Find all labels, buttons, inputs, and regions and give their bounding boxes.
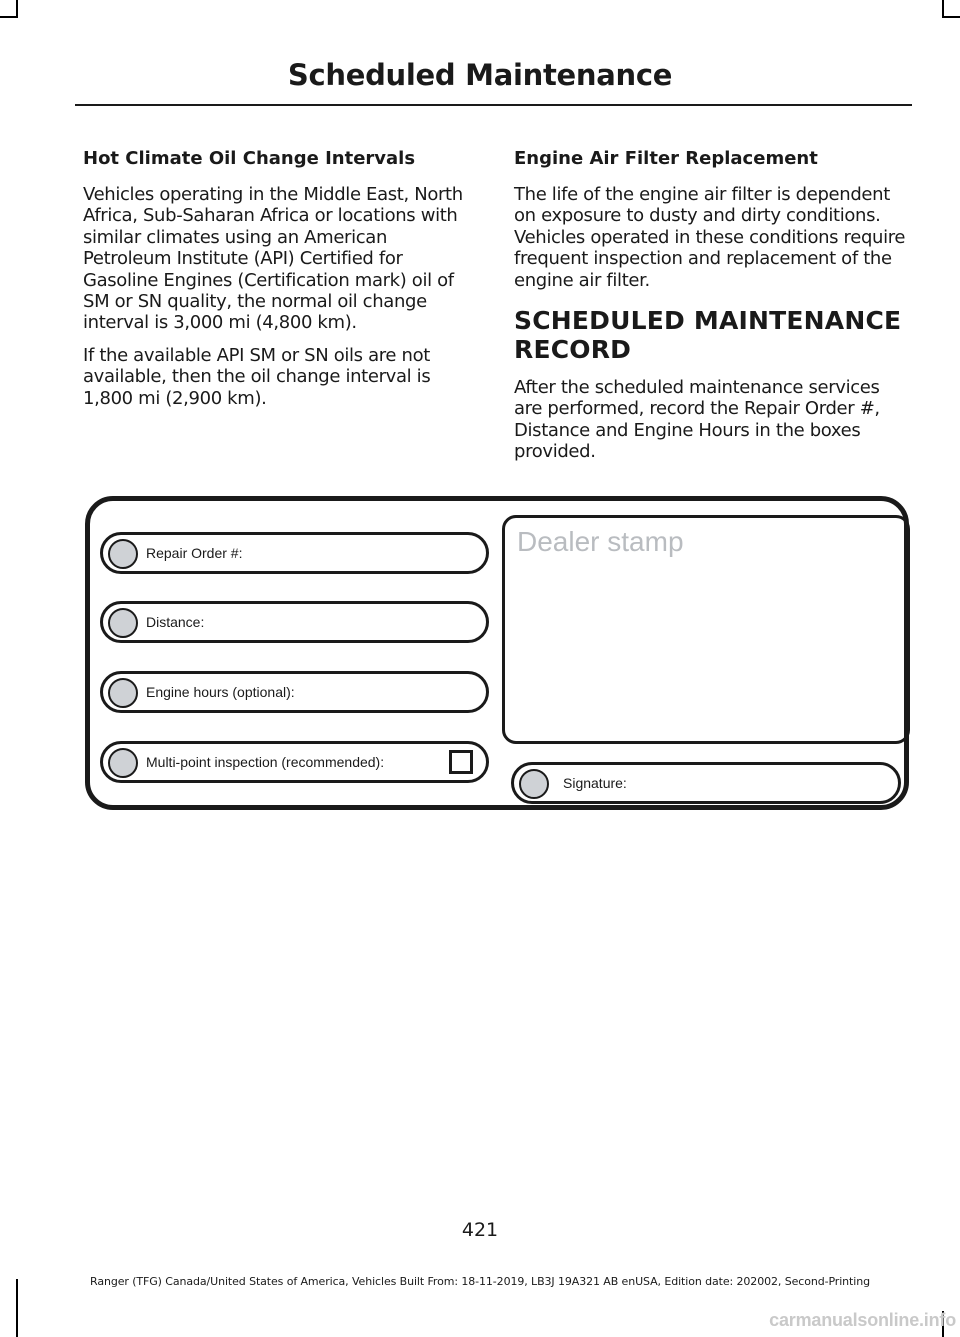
crop-mark-top-right [942,0,944,16]
oil-intervals-heading: Hot Climate Oil Change Intervals [83,148,416,169]
page-title: Scheduled Maintenance [287,58,673,92]
crop-mark-top-left-horizontal [0,16,18,18]
right-column [514,146,909,474]
oil-intervals-paragraph-2: If the available API SM or SN oils are not available, then the oil change interval is 1,800 mi (2,900 km). [83,344,431,409]
signature-field[interactable] [511,762,901,804]
air-filter-paragraph: The life of the engine air filter is dependent on exposure to dusty and dirty conditions. Vehicles operated in these conditions require frequent inspection and replacement of the engine air filter. [514,184,906,291]
field-marker-icon [108,539,138,569]
distance-label: Distance: [146,614,205,630]
engine-hours-field[interactable] [100,671,489,713]
dealer-stamp-label: Dealer stamp [517,526,684,557]
distance-field[interactable] [100,601,489,643]
air-filter-heading: Engine Air Filter Replacement [514,148,818,169]
field-marker-icon [108,678,138,708]
inspection-checkbox[interactable] [449,750,473,774]
watermark: carmanualsonline.info [769,1310,956,1330]
field-marker-icon [108,748,138,778]
maintenance-record-paragraph: After the scheduled maintenance services are performed, record the Repair Order #, Distance and Engine Hours in the boxes provided. [514,377,880,463]
edition-footer: Ranger (TFG) Canada/United States of America, Vehicles Built From: 18-11-2019, LB3J 19A321 AB enUSA, Edition date: 202002, Second-Printing [90,1275,870,1288]
engine-hours-label: Engine hours (optional): [146,684,295,700]
repair-order-label: Repair Order #: [146,545,243,561]
header-divider [75,104,912,106]
maintenance-record-heading-line1: SCHEDULED MAINTENANCE [514,306,902,336]
crop-mark-top-left [16,0,18,16]
maintenance-record-heading [514,306,909,364]
field-marker-icon [519,769,549,799]
signature-label: Signature: [563,775,627,791]
multi-point-inspection-label: Multi-point inspection (recommended): [146,754,385,770]
field-marker-icon [108,608,138,638]
crop-mark-top-right-horizontal [942,16,960,18]
oil-intervals-paragraph-1: Vehicles operating in the Middle East, North Africa, Sub-Saharan Africa or locations with similar climates using an American Petroleum Institute (API) Certified for Gasoline Engines (Certification mark) oil of SM or SN quality, the normal oil change interval is 3,000 mi (4,800 km). [83,184,463,334]
page-number: 421 [461,1219,499,1241]
left-column [83,146,478,420]
repair-order-field[interactable] [100,532,489,574]
maintenance-record-card [85,496,909,810]
dealer-stamp-box [502,515,910,744]
multi-point-inspection-field[interactable] [100,741,489,783]
maintenance-record-heading-line2: RECORD [514,335,632,365]
